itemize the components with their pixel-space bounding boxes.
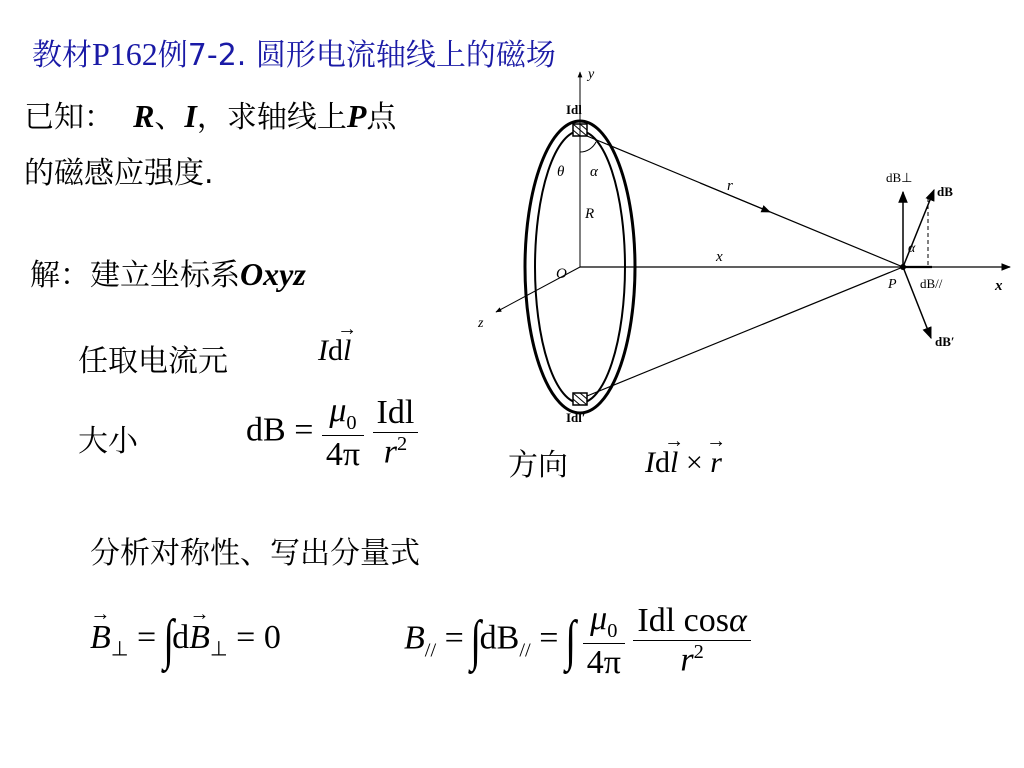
- y-axis-label: y: [588, 67, 595, 82]
- point-p-label: P: [888, 277, 897, 292]
- x-distance-label: x: [716, 249, 723, 265]
- b-perp-equation: → $B_\perp = \int d\to B_\perp = 0$: [90, 612, 281, 668]
- magnitude-formula: dB = $\frac{\mu_0}{4\pi}$ $\frac{\text{Idl}}{r^2}$: [246, 392, 418, 474]
- current-element-symbol: Id→ l: [318, 334, 351, 368]
- alpha-label-top: α: [590, 164, 598, 180]
- db-label: dB: [937, 184, 953, 199]
- symmetry-label: 分析对称性、写出分量式: [90, 536, 420, 571]
- alpha-label-p: α: [908, 241, 916, 256]
- solution-line: 解：建立坐标系Oxyz: [30, 256, 306, 293]
- x-axis-label: x: [995, 278, 1003, 294]
- b-parallel-equation: $B_{//} = \int dB_{//}$ = ∫ $\frac{\mu_0}{4\pi}$ $\frac{\text{Idl cosα}}{r^2}$: [404, 600, 751, 682]
- db-parallel-label: dB//: [920, 276, 943, 291]
- origin-label: O: [556, 266, 567, 282]
- current-element-label: 任取电流元: [78, 344, 228, 379]
- given-line-1: 已知： R、I，求轴线上P点: [24, 98, 397, 135]
- z-axis-label: z: [478, 316, 484, 331]
- r-label: r: [727, 178, 733, 194]
- radius-label: R: [585, 206, 595, 222]
- direction-formula: Id→ l × → r: [645, 446, 722, 480]
- db-perp-label: dB⊥: [886, 170, 913, 185]
- theta-label: θ: [557, 164, 565, 180]
- direction-label: 方向: [508, 448, 568, 483]
- idl-top-label: Idl: [566, 102, 582, 117]
- given-line-2: 的磁感应强度.: [24, 156, 214, 191]
- magnitude-label: 大小: [78, 424, 138, 459]
- z-axis: [496, 267, 580, 312]
- loop-diagram: [470, 60, 1020, 440]
- db-prime-label: dB′: [935, 334, 955, 349]
- page-title: 教材P162例7-2. 圆形电流轴线上的磁场: [32, 36, 556, 73]
- idl-bottom-label: Idl′: [566, 410, 586, 425]
- r-arrow: [700, 183, 770, 212]
